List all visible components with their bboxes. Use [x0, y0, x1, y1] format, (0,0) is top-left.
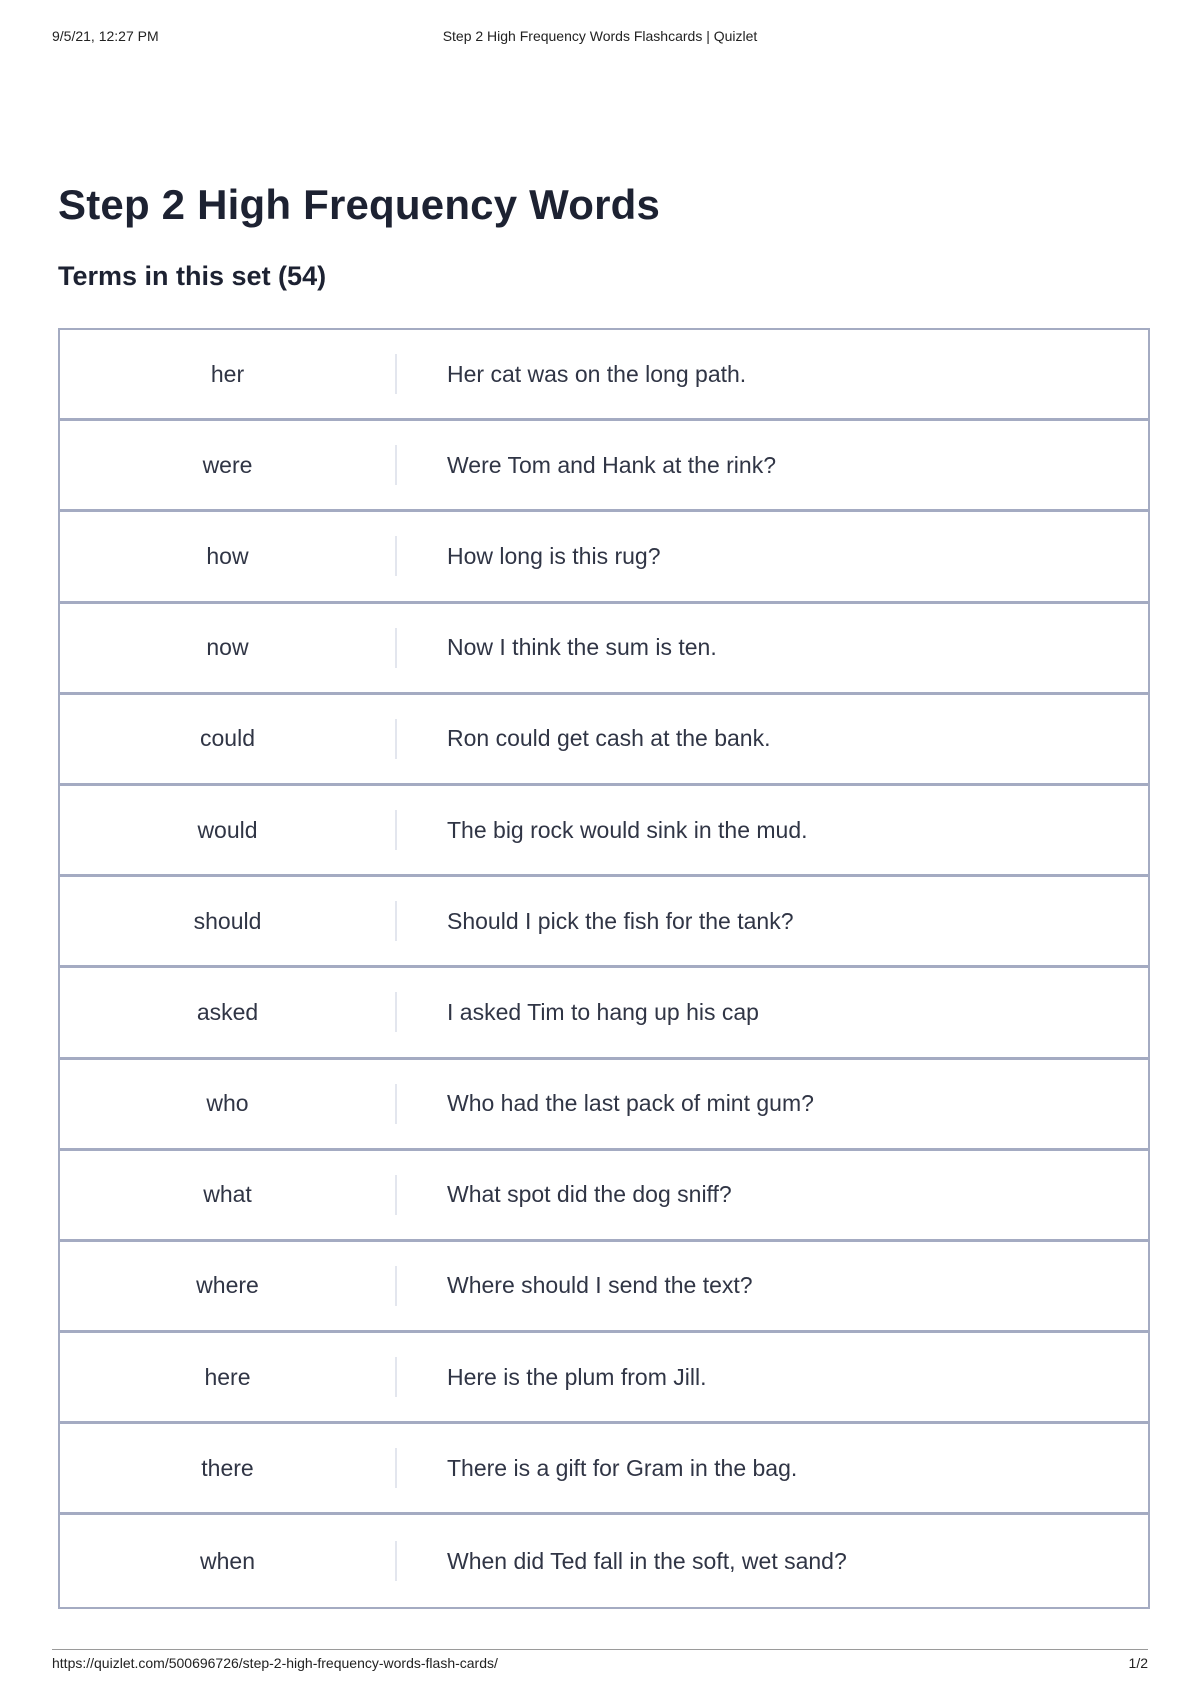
term-word: asked [196, 998, 259, 1025]
term-row [60, 330, 1148, 421]
term-definition: What spot did the dog sniff? [447, 1181, 732, 1208]
term-definition: The big rock would sink in the mud. [447, 816, 808, 843]
term-definition: Who had the last pack of mint gum? [447, 1090, 814, 1117]
term-row [60, 1333, 1148, 1424]
term-definition: Should I pick the fish for the tank? [447, 907, 794, 934]
term-word: were [202, 451, 253, 478]
print-footer [52, 1655, 1148, 1673]
term-definition: Now I think the sum is ten. [447, 634, 717, 661]
term-definition: There is a gift for Gram in the bag. [447, 1454, 798, 1481]
term-word: what [203, 1181, 252, 1208]
term-word: when [200, 1547, 255, 1574]
page-number: 1/2 [1128, 1655, 1148, 1671]
term-definition: Were Tom and Hank at the rink? [447, 451, 776, 478]
term-word: who [206, 1090, 249, 1117]
term-row [60, 968, 1148, 1059]
term-word: how [206, 542, 249, 569]
term-row [60, 786, 1148, 877]
term-row [60, 695, 1148, 786]
term-word: could [200, 725, 255, 752]
term-row [60, 604, 1148, 695]
term-definition: Her cat was on the long path. [447, 360, 747, 387]
term-word: where [196, 1272, 259, 1299]
term-row [60, 512, 1148, 603]
terms-count-heading: Terms in this set (54) [58, 261, 327, 291]
term-row [60, 421, 1148, 512]
term-definition: How long is this rug? [447, 542, 661, 569]
term-row [60, 1424, 1148, 1515]
term-word: her [210, 360, 245, 387]
print-header [52, 28, 1148, 48]
term-row [60, 877, 1148, 968]
term-definition: When did Ted fall in the soft, wet sand? [447, 1547, 847, 1574]
term-row [60, 1515, 1148, 1606]
term-word: there [201, 1454, 254, 1481]
term-row [60, 1060, 1148, 1151]
page-title: Step 2 High Frequency Words [58, 181, 661, 228]
term-row [60, 1151, 1148, 1242]
term-definition: Ron could get cash at the bank. [447, 725, 771, 752]
print-date: 9/5/21, 12:27 PM [52, 28, 159, 44]
page-url: https://quizlet.com/500696726/step-2-high-frequency-words-flash-cards/ [52, 1655, 498, 1671]
term-definition: Where should I send the text? [447, 1272, 753, 1299]
term-word: should [193, 907, 262, 934]
print-document-title: Step 2 High Frequency Words Flashcards | Quizlet [442, 28, 758, 44]
footer-divider [52, 1649, 1148, 1650]
terms-list [58, 328, 1150, 1609]
term-word: now [206, 634, 249, 661]
term-word: here [204, 1363, 251, 1390]
term-definition: Here is the plum from Jill. [447, 1363, 707, 1390]
term-row [60, 1242, 1148, 1333]
term-word: would [197, 816, 258, 843]
term-definition: I asked Tim to hang up his cap [447, 998, 759, 1025]
